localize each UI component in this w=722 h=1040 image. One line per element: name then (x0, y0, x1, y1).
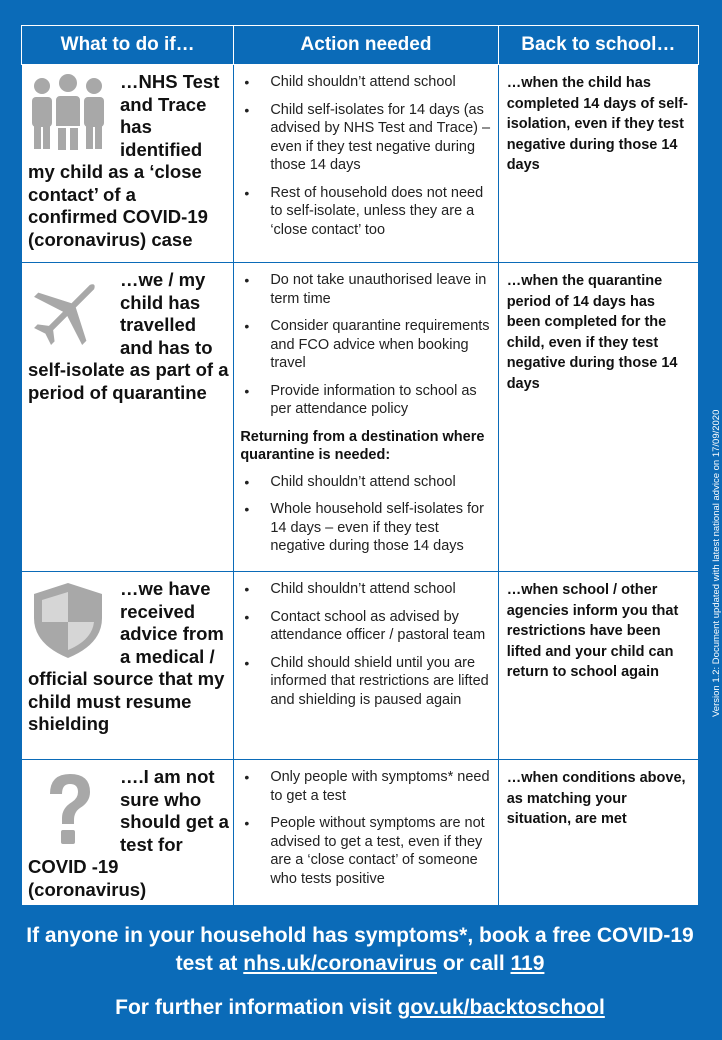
back-to-school-cell (498, 760, 698, 906)
action-item: • Contact school as advised by attendance officer / pastoral team (240, 608, 491, 645)
phone-119-link[interactable]: 119 (510, 952, 545, 975)
backtoschool-link[interactable]: gov.uk/backtoschool (397, 996, 605, 1019)
symptoms-notice: If anyone in your household has symptoms*, book a free COVID-19 test at nhs.uk/coronavirus or call 119 (26, 924, 694, 975)
people-group-icon (28, 73, 108, 153)
back-to-school-cell (498, 572, 698, 760)
action-item: • Rest of household does not need to self-isolate, unless they are a ‘close contact’ too (240, 184, 491, 240)
situation-text: ….I am not sure who should get a test for COVID -19 (coronavirus) (28, 766, 229, 900)
nhs-coronavirus-link[interactable]: nhs.uk/coronavirus (243, 952, 437, 975)
table-row (22, 760, 699, 906)
action-item: • Only people with symptoms* need to get a test (240, 768, 491, 805)
situation-text: …we have received advice from a medical / official source that my child must resume shielding (28, 578, 225, 734)
action-item: • Child should shield until you are informed that restrictions are lifted and shielding is paused again (240, 654, 491, 710)
situation-text: …NHS Test and Trace has identified my child as a ‘close contact’ of a confirmed COVID-19 (coronavirus) case (28, 71, 220, 250)
action-item: • Child self-isolates for 14 days (as advised by NHS Test and Trace) – even if they test negative during those 14 days (240, 101, 491, 175)
action-cell (234, 263, 498, 572)
action-item: • Child shouldn’t attend school (240, 473, 491, 492)
back-to-school-text: …when conditions above, as matching your situation, are met (506, 770, 686, 827)
action-cell (234, 65, 498, 263)
action-item: • Consider quarantine requirements and FCO advice when booking travel (240, 317, 491, 373)
back-to-school-text: …when school / other agencies inform you that restrictions have been lifted and your child can return to school again (506, 582, 679, 680)
table-header-row (22, 26, 699, 65)
situation-cell (22, 65, 234, 263)
airplane-icon (28, 271, 108, 351)
question-mark-icon (28, 768, 108, 848)
shield-icon (28, 580, 108, 660)
quarantine-subheading: Returning from a destination where quarantine is needed: (240, 428, 485, 463)
action-item: • People without symptoms are not advised to get a test, even if they are a ‘close contact’ of someone who tests positive (240, 814, 491, 888)
situation-cell (22, 263, 234, 572)
action-item: • Whole household self-isolates for 14 days – even if they test negative during those 14 days (240, 500, 491, 556)
header-what-to-do: What to do if… (22, 26, 234, 65)
back-to-school-cell (498, 263, 698, 572)
action-item: • Provide information to school as per attendance policy (240, 382, 491, 419)
back-to-school-text: …when the quarantine period of 14 days has been completed for the child, even if they test negative during those 14 days (506, 273, 678, 392)
guidance-table (21, 25, 699, 906)
situation-cell (22, 572, 234, 760)
action-item: • Child shouldn’t attend school (240, 580, 491, 599)
header-action-needed: Action needed (234, 26, 498, 65)
back-to-school-text: …when the child has completed 14 days of self-isolation, even if they test negative during those 14 days (506, 75, 688, 173)
action-cell (234, 572, 498, 760)
back-to-school-cell (498, 65, 698, 263)
table-row (22, 572, 699, 760)
action-item: • Child shouldn’t attend school (240, 73, 491, 92)
table-row (22, 263, 699, 572)
situation-cell (22, 760, 234, 906)
page-background: What to do if… Action needed Back to school… …NHS Test and Trace has identified my child as a ‘close contact’ of a confirmed COVID-19 (coronavirus) case • Child shouldn’t attend school • Child self-isolates for 14 days (as advised by NHS Test and Trace) – even if they test negative during those 14 days • Rest of household does not need to self-isolate, unless they are a ‘close contact’ too …when the child has completed 14 days of self-isolation, even if they test negative during those 14 days …we / my child has travelled and has to self-isolate as part of a period of quarantine • Do not take unauthorised leave in term time • Consider quarantine requirements and FCO advice when booking travel • Provide information to school as per attendance policy Returning from a destination where quarantine is needed: • Child shouldn’t attend school • Whole household self-isolates for 14 days – even if they test negative during those 14 days …when the quarantine period of 14 days has been completed for the child, even if they test negative during those 14 days …we have received advice from a medical / official source that my child must resume shielding • Child shouldn’t attend school • Contact school as advised by attendance officer / pastoral team • Child should shield until you are informed that restrictions are lifted and shielding is paused again …when school / other agencies inform you that restrictions have been lifted and your child can return to school again ….I am not sure who should get a test for COVID -19 (coronavirus) • Only people with symptoms* need to get a test • People without symptoms are not advised to get a test, even if they are a ‘close contact’ of someone who tests positive …when conditions above, as matching your situation, are met Version 1.2: Document updated with latest national advice on 17/09/2020 If anyone in your household has symptoms*, book a free COVID-19 test at nhs.uk/coronavirus or call 119 For further information visit gov.uk/backtoschool (0, 0, 720, 1040)
situation-text: …we / my child has travelled and has to self-isolate as part of a period of quarantine (28, 269, 229, 403)
action-item: • Do not take unauthorised leave in term time (240, 271, 491, 308)
action-cell (234, 760, 498, 906)
further-info-notice: For further information visit gov.uk/backtoschool (115, 996, 605, 1019)
header-back-to-school: Back to school… (498, 26, 698, 65)
table-row (22, 65, 699, 263)
